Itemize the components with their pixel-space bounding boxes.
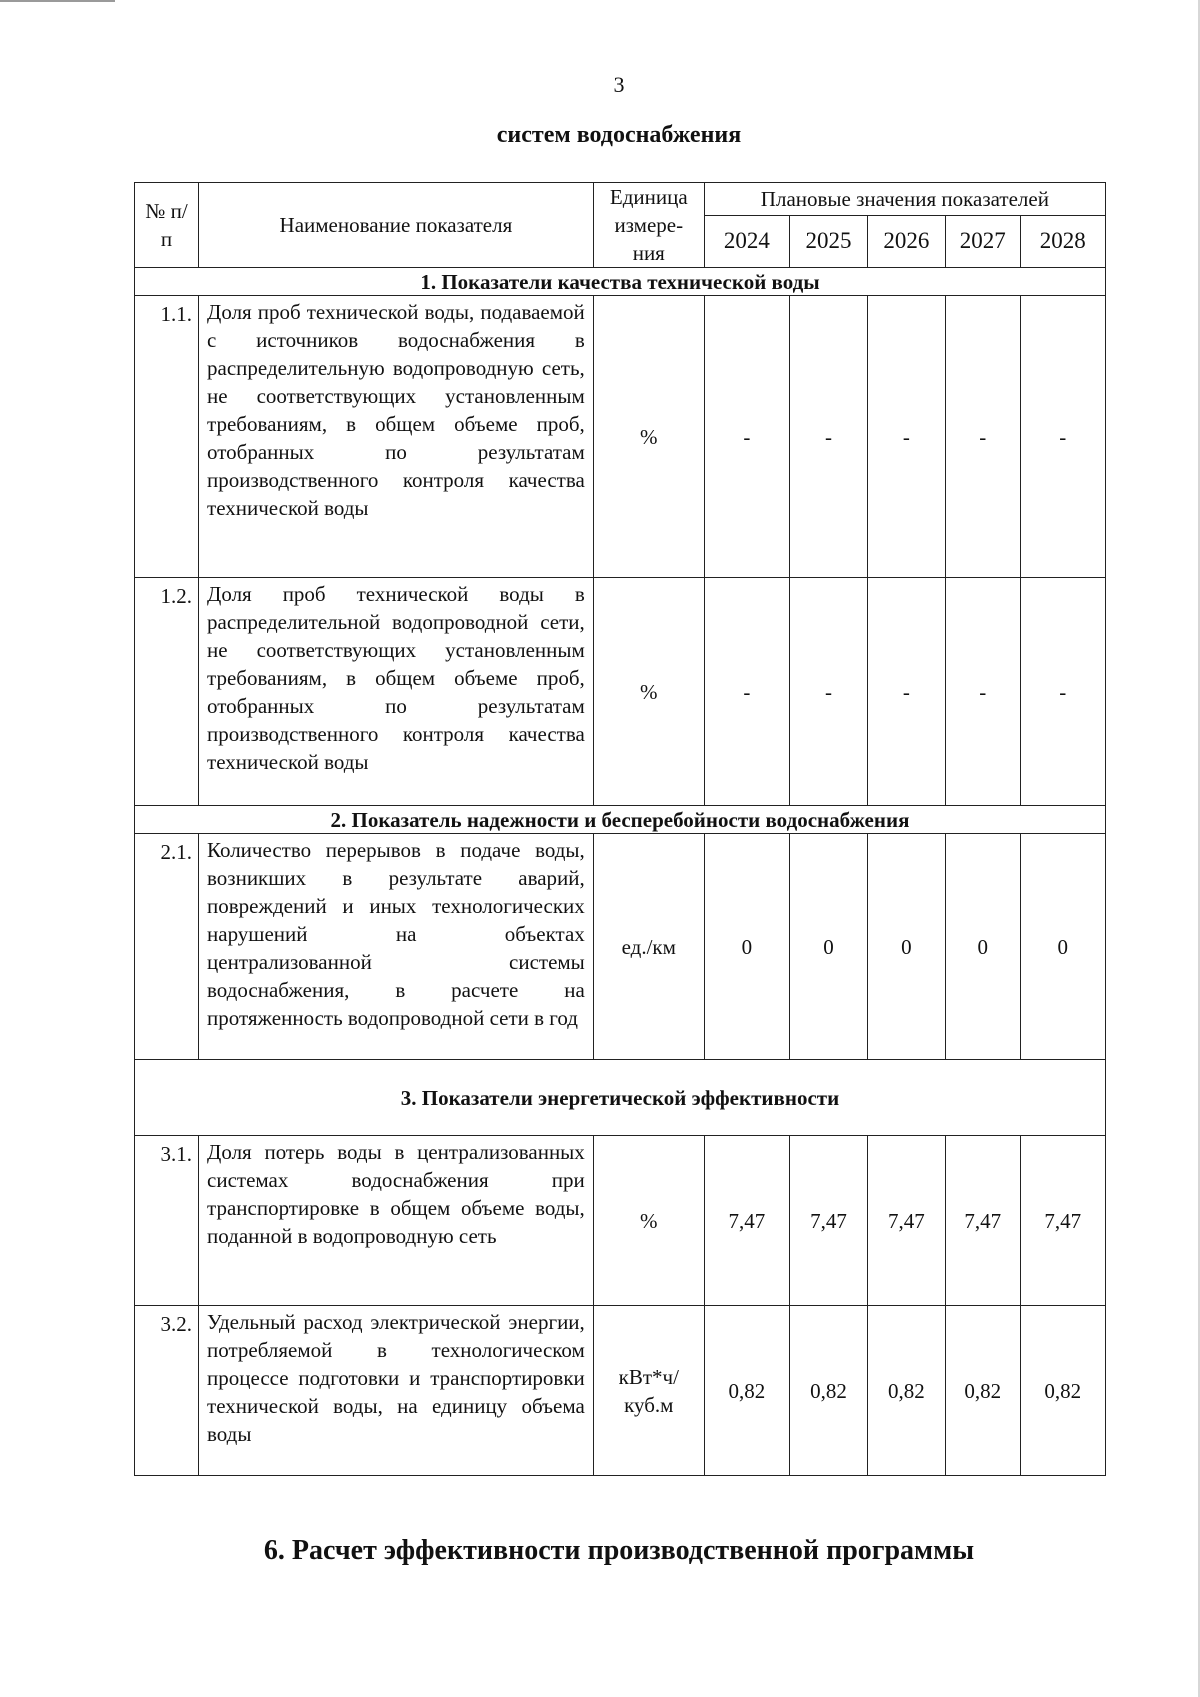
group-row-3	[135, 1060, 1106, 1136]
row-num: 1.2.	[135, 578, 199, 806]
row-value: 0	[1020, 834, 1105, 1060]
row-value: -	[790, 296, 868, 578]
group-title: 3. Показатели энергетической эффективности	[135, 1060, 1106, 1136]
header-year: 2028	[1020, 215, 1105, 267]
table-row	[135, 1306, 1106, 1476]
final-heading: 6. Расчет эффективности производственной программы	[263, 1535, 975, 1566]
row-value: 7,47	[704, 1136, 789, 1306]
page-number: 3	[613, 72, 625, 97]
row-name: Доля проб технической воды, подаваемой с источников водоснабжения в распределительную водопроводную сеть, не соответствующих установленным требованиям, в общем объеме проб, отобранных по результатам производственного контроля качества технической воды	[199, 296, 594, 578]
row-value: -	[704, 296, 789, 578]
row-num: 2.1.	[135, 834, 199, 1060]
row-value: -	[867, 578, 945, 806]
header-plan: Плановые значения показателей	[704, 183, 1105, 216]
row-value: -	[704, 578, 789, 806]
group-row-2	[135, 806, 1106, 834]
row-value: 7,47	[790, 1136, 868, 1306]
indicators-table	[134, 182, 1106, 1476]
row-num: 3.2.	[135, 1306, 199, 1476]
row-name: Удельный расход электрической энергии, потребляемой в технологическом процессе подготовки и транспортировки технической воды, на единицу объема воды	[199, 1306, 594, 1476]
row-value: 7,47	[1020, 1136, 1105, 1306]
row-value: 7,47	[867, 1136, 945, 1306]
row-unit: кВт*ч/ куб.м	[593, 1306, 704, 1476]
row-unit: %	[593, 296, 704, 578]
row-name: Доля проб технической воды в распределительной водопроводной сети, не соответствующих установленным требованиям, в общем объеме проб, отобранных по результатам производственного контроля качества технической воды	[199, 578, 594, 806]
row-value: 0,82	[867, 1306, 945, 1476]
row-value: -	[867, 296, 945, 578]
section-heading: систем водоснабжения	[496, 122, 742, 148]
row-value: 0	[790, 834, 868, 1060]
row-value: 0,82	[704, 1306, 789, 1476]
row-value: -	[1020, 296, 1105, 578]
header-year: 2025	[790, 215, 868, 267]
row-name: Количество перерывов в подаче воды, возникших в результате аварий, повреждений и иных технологических нарушений на объектах централизованной системы водоснабжения, в расчете на протяженность водопроводной сети в год	[199, 834, 594, 1060]
row-value: 0	[867, 834, 945, 1060]
table-row	[135, 578, 1106, 806]
row-value: 7,47	[945, 1136, 1020, 1306]
table-row	[135, 1136, 1106, 1306]
header-unit: Единица измере-ния	[593, 183, 704, 268]
header-year: 2027	[945, 215, 1020, 267]
scan-corner-mark	[0, 0, 115, 2]
header-num: № п/п	[135, 183, 199, 268]
header-name: Наименование показателя	[199, 183, 594, 268]
row-num: 3.1.	[135, 1136, 199, 1306]
group-title: 1. Показатели качества технической воды	[135, 268, 1106, 296]
header-year: 2024	[704, 215, 789, 267]
row-value: 0	[945, 834, 1020, 1060]
table-row	[135, 296, 1106, 578]
row-unit: %	[593, 578, 704, 806]
row-value: 0,82	[1020, 1306, 1105, 1476]
header-year: 2026	[867, 215, 945, 267]
group-row-1	[135, 268, 1106, 296]
row-value: 0	[704, 834, 789, 1060]
row-value: 0,82	[790, 1306, 868, 1476]
group-title: 2. Показатель надежности и бесперебойности водоснабжения	[135, 806, 1106, 834]
header-row-1	[135, 183, 1106, 216]
row-unit: ед./км	[593, 834, 704, 1060]
table-row	[135, 834, 1106, 1060]
row-value: -	[790, 578, 868, 806]
row-name: Доля потерь воды в централизованных системах водоснабжения при транспортировке в общем объеме воды, поданной в водопроводную сеть	[199, 1136, 594, 1306]
row-value: -	[945, 578, 1020, 806]
row-num: 1.1.	[135, 296, 199, 578]
row-unit: %	[593, 1136, 704, 1306]
row-value: -	[945, 296, 1020, 578]
row-value: -	[1020, 578, 1105, 806]
row-value: 0,82	[945, 1306, 1020, 1476]
